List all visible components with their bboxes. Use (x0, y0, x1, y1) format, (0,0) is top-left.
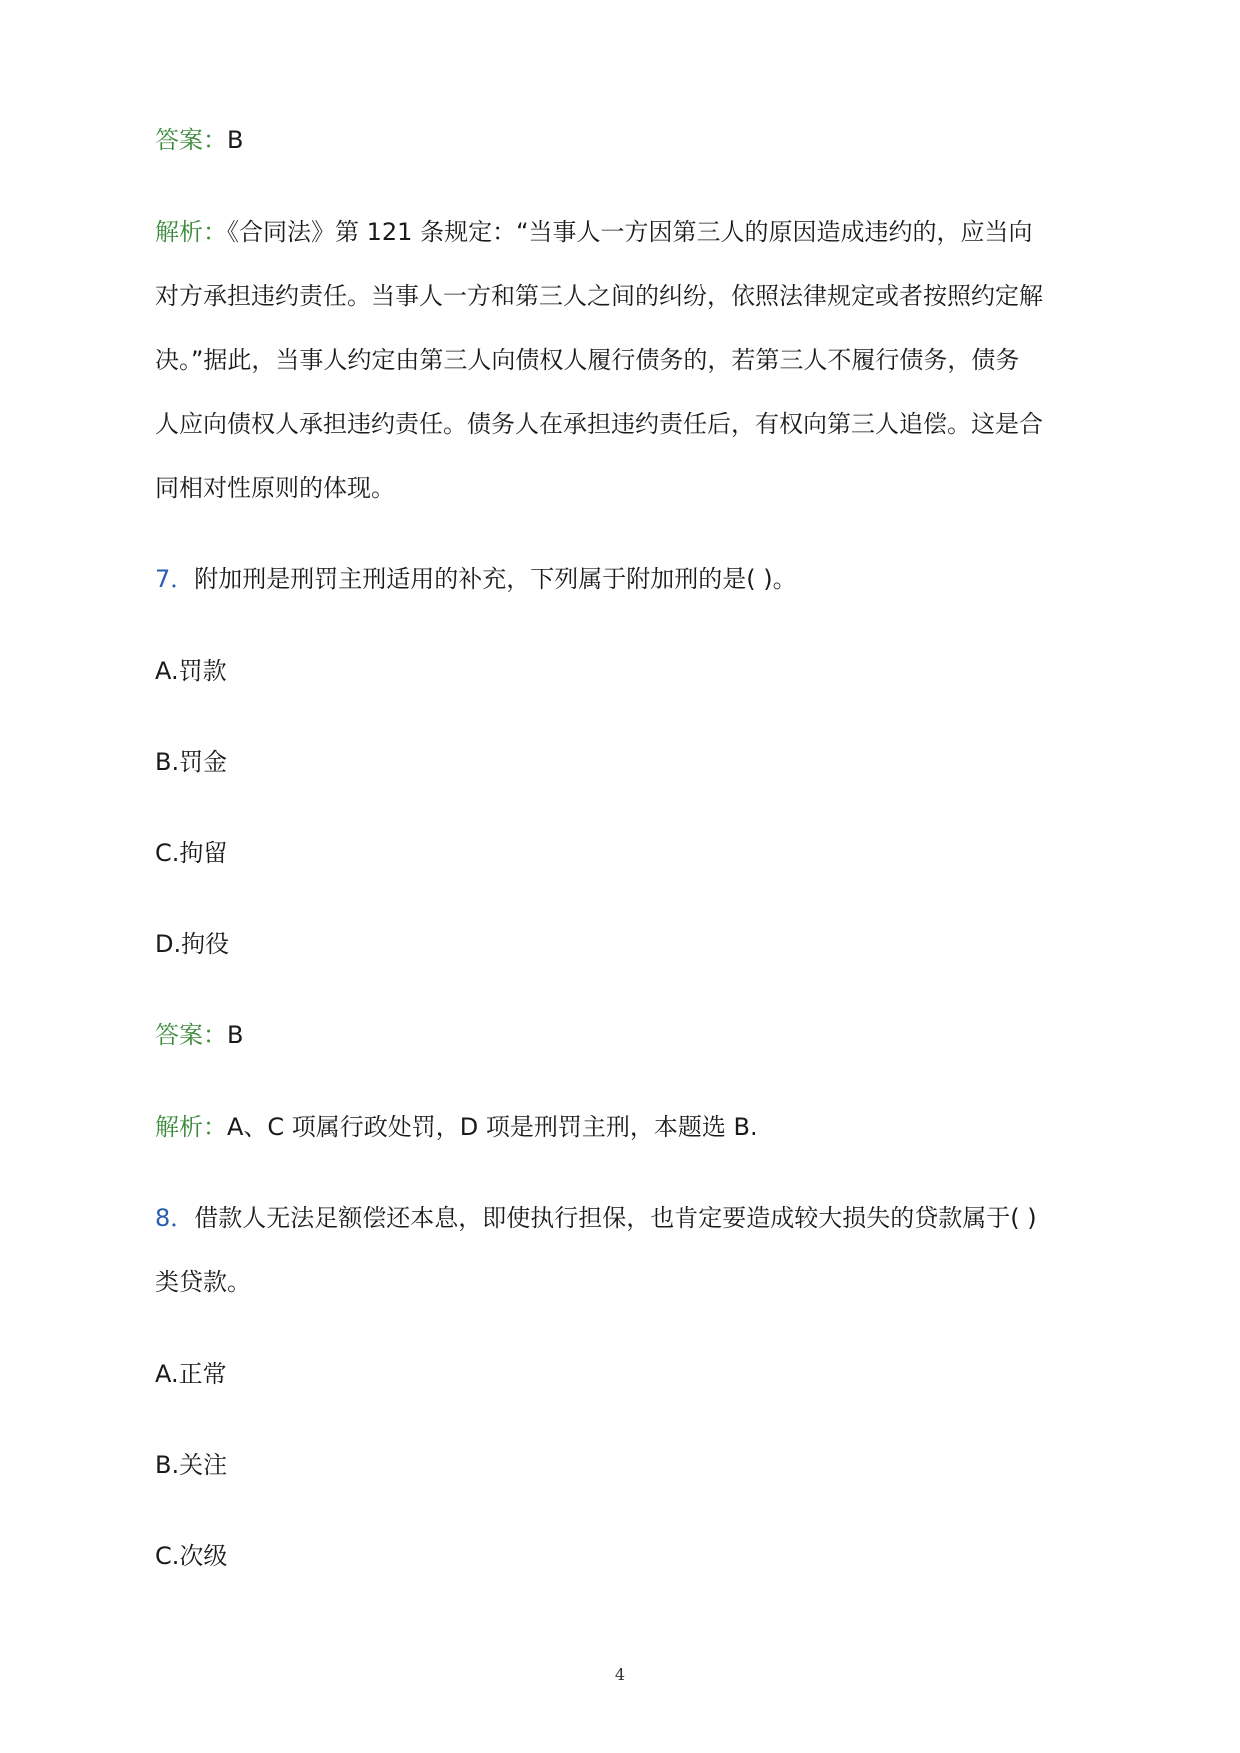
question-number: 7． (155, 565, 195, 593)
analysis-label: 解析： (155, 1113, 227, 1141)
answer-label: 答案： (155, 126, 227, 154)
page-number: 4 (614, 1665, 626, 1684)
q8-stem-line-2: 类贷款。 (155, 1268, 251, 1296)
q7-option-d: D.拘役 (155, 930, 230, 958)
answer-value: B (227, 126, 244, 154)
q8-option-a: A.正常 (155, 1360, 227, 1388)
q7-answer (155, 1019, 243, 1051)
q6-analysis-line-1 (155, 216, 1033, 248)
q8-option-b: B.关注 (155, 1451, 228, 1479)
analysis-label: 解析： (155, 218, 227, 246)
q6-analysis-line-5: 同相对性原则的体现。 (155, 474, 395, 502)
q7-analysis (155, 1111, 758, 1143)
question-text: 借款人无法足额偿还本息，即使执行担保，也肯定要造成较大损失的贷款属于( ) (194, 1204, 1037, 1232)
q7-option-c: C.拘留 (155, 839, 228, 867)
q6-analysis-line-4: 人应向债权人承担违约责任。债务人在承担违约责任后，有权向第三人追偿。这是合 (155, 410, 1043, 438)
question-text: 附加刑是刑罚主刑适用的补充，下列属于附加刑的是( )。 (194, 565, 797, 593)
analysis-text: A、C 项属行政处罚，D 项是刑罚主刑，本题选 B. (227, 1113, 758, 1141)
q6-answer (155, 124, 243, 156)
answer-value: B (227, 1021, 244, 1049)
q8-stem-line-1 (155, 1202, 1037, 1234)
q6-analysis-line-3: 决。”据此，当事人约定由第三人向债权人履行债务的，若第三人不履行债务，债务 (155, 346, 1020, 374)
q7-stem (155, 563, 797, 595)
q7-option-b: B.罚金 (155, 748, 228, 776)
answer-label: 答案： (155, 1021, 227, 1049)
analysis-text: 《合同法》第 121 条规定：“当事人一方因第三人的原因造成违约的，应当向 (227, 218, 1033, 246)
q8-option-c: C.次级 (155, 1542, 228, 1570)
q6-analysis-line-2: 对方承担违约责任。当事人一方和第三人之间的纠纷，依照法律规定或者按照约定解 (155, 282, 1043, 310)
question-number: 8． (155, 1204, 195, 1232)
q7-option-a: A.罚款 (155, 657, 227, 685)
